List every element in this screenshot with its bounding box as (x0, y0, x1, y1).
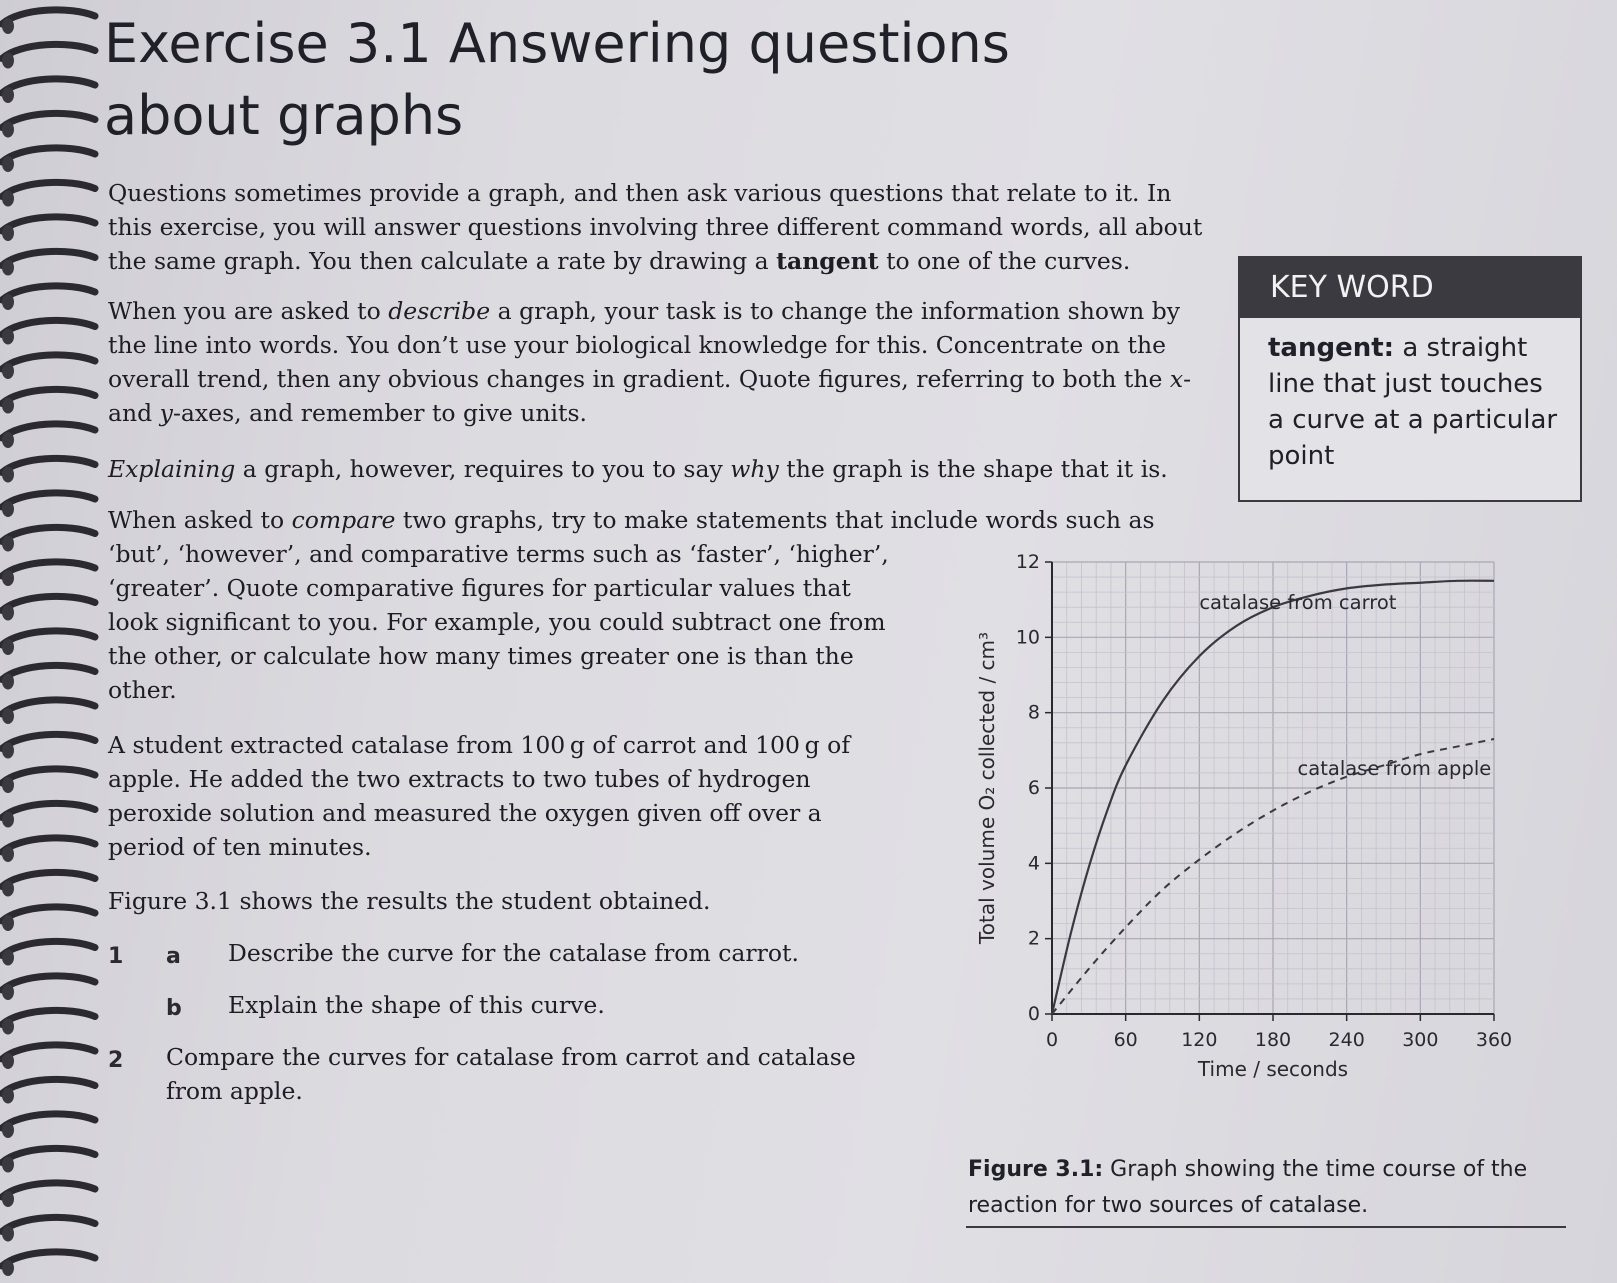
binding-hole (2, 639, 14, 655)
binding-hole (2, 1088, 14, 1104)
question-1b-text: Explain the shape of this curve. (228, 991, 605, 1019)
figure-caption-label: Figure 3.1: (968, 1157, 1104, 1182)
binding-hole (2, 398, 14, 414)
question-2-number: 2 (108, 1048, 124, 1073)
key-word-heading: KEY WORD (1240, 258, 1580, 318)
binding-coil (2, 838, 95, 852)
describe-text-c: - and (108, 365, 1192, 427)
question-1-number: 1 (108, 944, 124, 969)
binding-hole (2, 467, 14, 483)
y-tick-label: 4 (1027, 852, 1040, 875)
describe-command-word: describe (388, 297, 491, 325)
compare-text-a: When asked to (108, 506, 292, 534)
binding-hole (2, 87, 14, 103)
y-tick-label: 0 (1027, 1003, 1040, 1025)
binding-coil (2, 872, 95, 886)
intro-p1-text-a: Questions sometimes provide a graph, and then ask various questions that relate to it. In this exercise, you will answer questions involving three different command words, all about the same graph. You then calculate a rate by drawing a (108, 179, 1203, 275)
binding-hole (2, 260, 14, 276)
binding-coil (2, 424, 95, 438)
binding-coil (2, 527, 95, 541)
binding-hole (2, 1191, 14, 1207)
question-1a-letter: a (166, 944, 181, 969)
binding-hole (2, 536, 14, 552)
binding-hole (2, 812, 14, 828)
binding-coil (2, 631, 95, 645)
binding-coil (2, 355, 95, 369)
binding-hole (2, 329, 14, 345)
binding-hole (2, 950, 14, 966)
binding-coil (2, 665, 95, 679)
compare-line-1 (108, 503, 1258, 537)
y-tick-label: 12 (1015, 551, 1040, 573)
x-tick-label: 180 (1254, 1029, 1292, 1051)
binding-coil (2, 113, 95, 127)
binding-coil (2, 562, 95, 576)
binding-coil (2, 458, 95, 472)
key-word-definition (1240, 318, 1580, 474)
intro-p1-text-b: to one of the curves. (878, 247, 1131, 275)
binding-hole (2, 191, 14, 207)
explain-why-word: why (730, 455, 779, 483)
explain-text-b: the graph is the shape that it is. (778, 455, 1168, 483)
binding-hole (2, 53, 14, 69)
binding-hole (2, 777, 14, 793)
y-tick-label: 10 (1015, 626, 1040, 649)
binding-hole (2, 1053, 14, 1069)
binding-hole (2, 122, 14, 138)
compare-text-b: two graphs, try to make statements that include words such as (395, 506, 1155, 534)
chart-grid (1052, 562, 1494, 1014)
describe-paragraph (108, 294, 1208, 430)
y-tick-label: 2 (1027, 927, 1040, 950)
figure-caption-text: Graph showing the time course of the reaction for two sources of catalase. (968, 1157, 1528, 1218)
key-word-box (1238, 256, 1582, 502)
binding-hole (2, 432, 14, 448)
figure-3-1-chart (960, 548, 1600, 1128)
spiral-binding (0, 0, 110, 1283)
question-1b-letter: b (166, 996, 182, 1021)
binding-hole (2, 915, 14, 931)
y-tick-label: 8 (1027, 701, 1040, 724)
binding-coil (2, 1045, 95, 1059)
explain-paragraph (108, 452, 1208, 486)
binding-coil (2, 79, 95, 93)
binding-coil (2, 976, 95, 990)
binding-coil (2, 769, 95, 783)
binding-hole (2, 570, 14, 586)
binding-hole (2, 1019, 14, 1035)
binding-coil (2, 700, 95, 714)
x-axis-letter: x (1169, 365, 1184, 393)
compare-text-c: ‘but’, ‘however’, and comparative terms such as ‘faster’, ‘higher’, ‘greater’. Quote comparative figures for particular values that look significant to you. For example, you could subtract one from the other, or calculate how many times greater one is than the other. (108, 540, 889, 704)
binding-coil (2, 1183, 95, 1197)
binding-hole (2, 156, 14, 172)
x-tick-label: 300 (1402, 1029, 1439, 1051)
binding-coil (2, 217, 95, 231)
chart-axes (1045, 562, 1494, 1021)
binding-hole (2, 1226, 14, 1242)
binding-coil (2, 1148, 95, 1162)
x-tick-label: 0 (1045, 1029, 1059, 1051)
binding-coil (2, 148, 95, 162)
binding-coil (2, 596, 95, 610)
binding-hole (2, 605, 14, 621)
binding-coil (2, 1079, 95, 1093)
binding-coil (2, 389, 95, 403)
y-tick-label: 6 (1027, 777, 1040, 799)
binding-hole (2, 294, 14, 310)
describe-text-b: a graph, your task is to change the information shown by the line into words. You don’t use your biological knowledge for this. Concentrate on the overall trend, then any obvious changes in gradient. Quote figures, referring to both the (108, 297, 1181, 393)
y-axis-label: Total volume O₂ collected / cm³ (975, 631, 999, 945)
binding-hole (2, 984, 14, 1000)
binding-coil (2, 286, 95, 300)
binding-coil (2, 1217, 95, 1231)
binding-hole (2, 743, 14, 759)
x-tick-label: 240 (1328, 1029, 1365, 1051)
question-1a-text: Describe the curve for the catalase from carrot. (228, 939, 799, 967)
x-axis-label: Time / seconds (1197, 1057, 1349, 1081)
explain-command-word: Explaining (108, 455, 236, 483)
figure-caption (968, 1152, 1568, 1224)
binding-hole (2, 881, 14, 897)
binding-coil (2, 493, 95, 507)
binding-coil (2, 182, 95, 196)
describe-text-a: When you are asked to (108, 297, 389, 325)
question-2-text: Compare the curves for catalase from carrot and catalase from apple. (166, 1043, 856, 1105)
binding-hole (2, 846, 14, 862)
explain-text-a: a graph, however, requires to you to say (235, 455, 731, 483)
key-word-definition-text: a straight line that just touches a curve at a particular point (1268, 333, 1558, 471)
compare-command-word: compare (291, 506, 396, 534)
binding-coil (2, 10, 95, 24)
experiment-paragraph: A student extracted catalase from 100 g of carrot and 100 g of apple. He added the two extracts to two tubes of hydrogen peroxide solution and measured the oxygen given off over a period of ten minutes. (108, 731, 851, 861)
figure-reference-paragraph: Figure 3.1 shows the results the student obtained. (108, 887, 711, 915)
key-word-term: tangent: (1268, 333, 1395, 363)
binding-hole (2, 708, 14, 724)
binding-coil (2, 44, 95, 58)
binding-coil (2, 320, 95, 334)
binding-coil (2, 251, 95, 265)
intro-p1-keyword: tangent (776, 247, 879, 275)
y-axis-letter: y (159, 399, 173, 427)
binding-coil (2, 1114, 95, 1128)
caption-rule (966, 1226, 1566, 1228)
binding-coil (2, 803, 95, 817)
x-tick-label: 60 (1113, 1029, 1138, 1051)
binding-coil (2, 734, 95, 748)
exercise-title: Exercise 3.1 Answering questions about graphs (104, 12, 1010, 147)
binding-coil (2, 941, 95, 955)
binding-hole (2, 674, 14, 690)
binding-hole (2, 1157, 14, 1173)
x-tick-label: 360 (1475, 1029, 1513, 1051)
binding-hole (2, 501, 14, 517)
binding-hole (2, 1260, 14, 1276)
series-apple-label: catalase from apple (1297, 756, 1492, 780)
series-carrot-label: catalase from carrot (1199, 591, 1397, 615)
describe-text-d: -axes, and remember to give units. (172, 399, 588, 427)
intro-paragraph-1 (108, 176, 1218, 278)
binding-hole (2, 225, 14, 241)
binding-hole (2, 1122, 14, 1138)
x-tick-label: 120 (1181, 1029, 1218, 1051)
binding-hole (2, 363, 14, 379)
binding-hole (2, 18, 14, 34)
binding-coil (2, 1010, 95, 1024)
binding-coil (2, 1252, 95, 1266)
binding-coil (2, 907, 95, 921)
